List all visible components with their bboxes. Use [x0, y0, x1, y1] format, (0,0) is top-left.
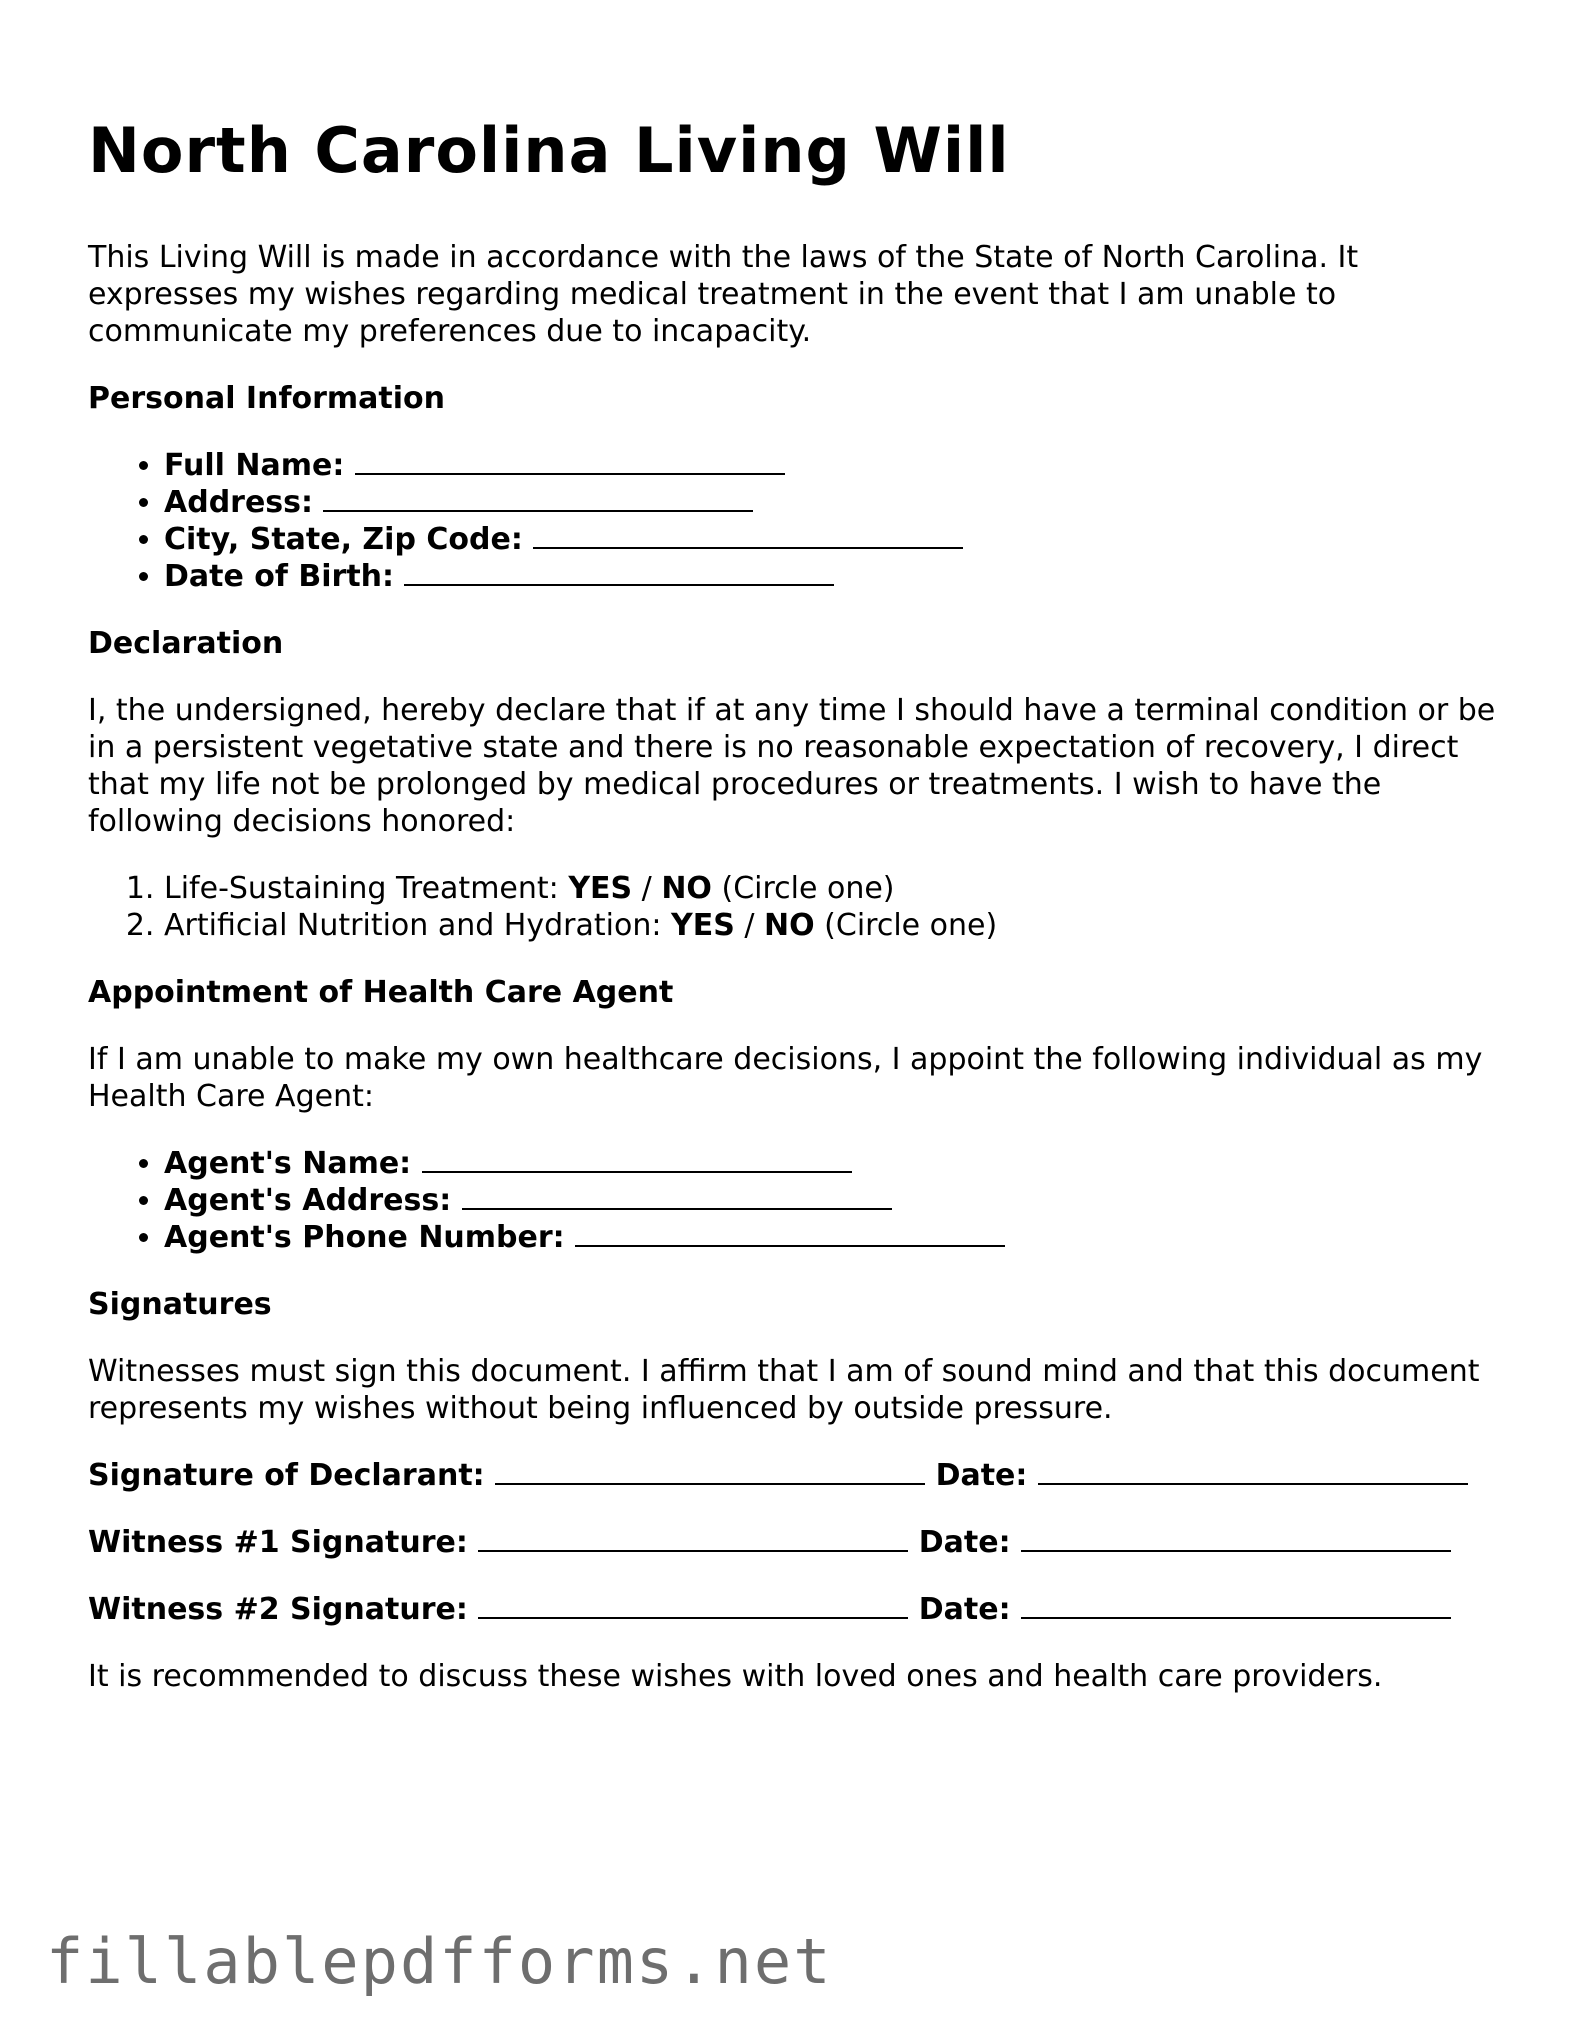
city-state-zip-label: City, State, Zip Code: — [164, 522, 523, 557]
circle-one-note: (Circle one) — [814, 908, 998, 943]
declarant-signature-label: Signature of Declarant: — [88, 1458, 485, 1493]
agent-paragraph: If I am unable to make my own healthcare decisions, I appoint the following individual as my Health Care Agent: — [88, 1042, 1483, 1114]
yes-option[interactable]: YES — [568, 871, 633, 906]
declarant-signature-field[interactable] — [495, 1457, 925, 1485]
signatures-heading: Signatures — [88, 1287, 272, 1322]
date-label: Date: — [918, 1525, 1011, 1560]
witness-1-date-field[interactable] — [1021, 1524, 1451, 1552]
circle-one-note: (Circle one) — [711, 871, 895, 906]
no-option[interactable]: NO — [661, 871, 712, 906]
witness-1-signature-label: Witness #1 Signature: — [88, 1525, 468, 1560]
witness-1-signature-field[interactable] — [478, 1524, 908, 1552]
declarant-signature-row — [88, 1457, 1508, 1494]
address-field[interactable] — [323, 484, 753, 512]
declarant-date-field[interactable] — [1038, 1457, 1468, 1485]
witness-2-signature-label: Witness #2 Signature: — [88, 1592, 468, 1627]
personal-information-list — [88, 447, 1508, 595]
date-label: Date: — [918, 1592, 1011, 1627]
list-item — [164, 1219, 1508, 1256]
declaration-heading: Declaration — [88, 626, 284, 661]
intro-paragraph: This Living Will is made in accordance with the laws of the State of North Carolina. It expresses my wishes regarding medical treatment in the event that I am unable to communicate my preferences due to incapacity. — [88, 240, 1359, 349]
list-item — [164, 447, 1508, 484]
list-item — [164, 484, 1508, 521]
agent-phone-label: Agent's Phone Number: — [164, 1220, 565, 1255]
list-item — [164, 870, 1508, 907]
witness-1-signature-row — [88, 1524, 1508, 1561]
document-page — [88, 112, 1508, 1695]
agent-list — [88, 1145, 1508, 1256]
closing-paragraph: It is recommended to discuss these wishes with loved ones and health care providers. — [88, 1659, 1383, 1694]
option-separator: / — [734, 908, 765, 943]
date-of-birth-label: Date of Birth: — [164, 559, 395, 594]
address-label: Address: — [164, 485, 314, 520]
city-state-zip-field[interactable] — [533, 521, 963, 549]
list-item — [164, 1182, 1508, 1219]
list-item — [164, 558, 1508, 595]
nutrition-hydration-label: Artificial Nutrition and Hydration: — [164, 908, 662, 943]
list-item — [164, 907, 1508, 944]
personal-information-heading: Personal Information — [88, 381, 445, 416]
yes-option[interactable]: YES — [671, 908, 735, 943]
full-name-label: Full Name: — [164, 448, 345, 483]
no-option[interactable]: NO — [764, 908, 815, 943]
agent-phone-field[interactable] — [575, 1219, 1005, 1247]
witness-2-signature-row — [88, 1591, 1508, 1628]
watermark: fillablepdfforms.net — [46, 1925, 833, 1998]
date-label: Date: — [935, 1458, 1028, 1493]
date-of-birth-field[interactable] — [404, 558, 834, 586]
option-separator: / — [632, 871, 662, 906]
witness-2-date-field[interactable] — [1021, 1591, 1451, 1619]
declaration-paragraph: I, the undersigned, hereby declare that if at any time I should have a terminal condition or be in a persistent vegetative state and there is no reasonable expectation of recovery, I direct that my life not be prolonged by medical procedures or treatments. I wish to have the following decisions honored: — [88, 693, 1496, 839]
agent-address-field[interactable] — [462, 1182, 892, 1210]
witness-2-signature-field[interactable] — [478, 1591, 908, 1619]
list-item — [164, 1145, 1508, 1182]
agent-name-field[interactable] — [422, 1145, 852, 1173]
agent-name-label: Agent's Name: — [164, 1146, 412, 1181]
declaration-list — [88, 870, 1508, 944]
document-title: North Carolina Living Will — [88, 114, 1010, 187]
health-care-agent-heading: Appointment of Health Care Agent — [88, 975, 674, 1010]
list-item — [164, 521, 1508, 558]
agent-address-label: Agent's Address: — [164, 1183, 452, 1218]
life-sustaining-label: Life-Sustaining Treatment: — [164, 871, 559, 906]
full-name-field[interactable] — [355, 447, 785, 475]
signatures-paragraph: Witnesses must sign this document. I affirm that I am of sound mind and that this document represents my wishes without being influenced by outside pressure. — [88, 1354, 1480, 1426]
